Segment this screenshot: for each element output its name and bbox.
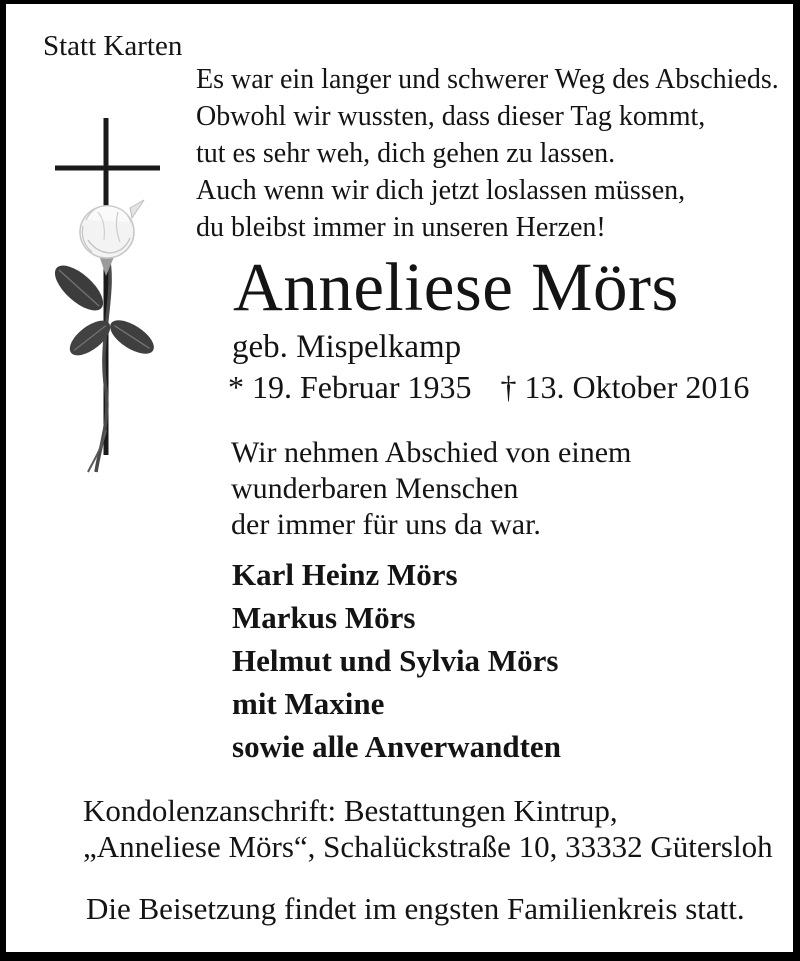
intro-line: du bleibst immer in unseren Herzen! <box>196 212 606 243</box>
mourner-name: Markus Mörs <box>232 600 416 635</box>
intro-line: tut es sehr weh, dich gehen zu lassen. <box>196 138 616 169</box>
intro-verse <box>196 61 779 246</box>
funeral-note: Die Beisetzung findet im engsten Familienkreis statt. <box>86 891 745 926</box>
cross-with-rose-icon <box>36 100 192 500</box>
deceased-name: Anneliese Mörs <box>233 249 679 325</box>
birth-name: geb. Mispelkamp <box>232 329 462 365</box>
mourner-name: Helmut und Sylvia Mörs <box>232 643 559 678</box>
farewell-line: der immer für uns da war. <box>231 508 541 541</box>
mourners-list <box>232 553 561 768</box>
birth-date: * 19. Februar 1935 <box>228 369 472 405</box>
death-date: † 13. Oktober 2016 <box>500 369 750 405</box>
life-dates <box>228 367 749 407</box>
mourner-name: Karl Heinz Mörs <box>232 557 458 592</box>
mourner-name: mit Maxine <box>232 686 385 721</box>
statt-karten-label: Statt Karten <box>43 30 183 62</box>
intro-line: Es war ein langer und schwerer Weg des Abschieds. <box>196 64 779 95</box>
intro-line: Auch wenn wir dich jetzt loslassen müssen, <box>196 175 686 206</box>
mourner-name: sowie alle Anverwandten <box>232 729 561 764</box>
farewell-line: wunderbaren Menschen <box>231 472 519 505</box>
farewell-text <box>231 435 631 543</box>
condolence-line: Kondolenzanschrift: Bestattungen Kintrup, <box>83 793 618 828</box>
condolence-address <box>83 793 773 865</box>
farewell-line: Wir nehmen Abschied von einem <box>231 436 632 469</box>
intro-line: Obwohl wir wussten, dass dieser Tag kommt, <box>196 101 706 132</box>
condolence-line: „Anneliese Mörs“, Schalückstraße 10, 33332 Gütersloh <box>83 829 773 864</box>
